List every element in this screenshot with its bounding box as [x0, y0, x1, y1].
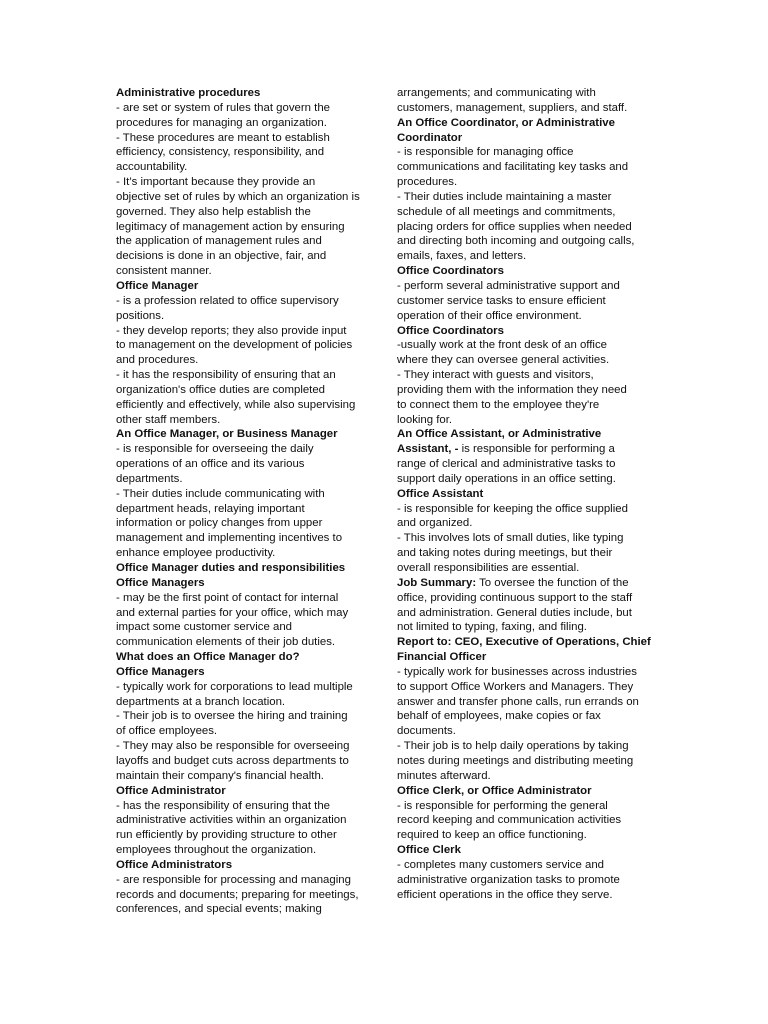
- text-line: [116, 160, 378, 175]
- line-text: is responsible for performing a: [458, 443, 615, 456]
- line-text: department heads, relaying important: [116, 502, 305, 515]
- line-text: notes during meetings and distributing meeting: [397, 754, 634, 767]
- text-line: [116, 220, 378, 235]
- line-text: layoffs and budget cuts across departments to: [116, 754, 349, 767]
- line-text: enhance employee productivity.: [116, 547, 276, 560]
- text-line: [397, 234, 659, 249]
- section-heading: [116, 561, 378, 576]
- text-line: [397, 472, 659, 487]
- bold-text: Office Manager: [116, 279, 199, 292]
- line-text: impact some customer service and: [116, 621, 292, 634]
- text-line: [397, 754, 659, 769]
- text-line: [397, 145, 659, 160]
- text-line: [397, 368, 659, 383]
- line-text: looking for.: [397, 413, 453, 426]
- line-text: required to keep an office functioning.: [397, 829, 587, 842]
- text-line: [116, 902, 378, 917]
- section-heading: [397, 650, 659, 665]
- line-text: not limited to typing, faxing, and filing.: [397, 621, 587, 634]
- text-line: [397, 309, 659, 324]
- section-heading: [397, 635, 659, 650]
- section-heading: [116, 650, 378, 665]
- text-line: [397, 561, 659, 576]
- line-text: office, providing continuous support to the staff: [397, 591, 633, 604]
- line-text: information or policy changes from upper: [116, 517, 323, 530]
- text-line: [397, 338, 659, 353]
- text-line: [116, 249, 378, 264]
- line-text: employees throughout the organization.: [116, 844, 317, 857]
- line-text: run efficiently by providing structure to other: [116, 829, 337, 842]
- line-text: - it has the responsibility of ensuring that an: [116, 369, 336, 382]
- section-heading: [116, 86, 378, 101]
- text-line: [116, 264, 378, 279]
- text-line: [116, 546, 378, 561]
- text-line: [116, 145, 378, 160]
- text-line: [397, 249, 659, 264]
- line-text: - Their duties include communicating with: [116, 487, 325, 500]
- text-line: [397, 160, 659, 175]
- text-line: [116, 309, 378, 324]
- line-text: providing them with the information they need: [397, 383, 627, 396]
- line-text: - is responsible for performing the general: [397, 799, 608, 812]
- text-line: [116, 338, 378, 353]
- section-heading: [397, 116, 659, 131]
- line-text: organization's office duties are completed: [116, 383, 326, 396]
- line-text: where they can oversee general activities.: [397, 354, 610, 367]
- line-text: - perform several administrative support and: [397, 279, 620, 292]
- text-line: [116, 680, 378, 695]
- line-text: customers, management, suppliers, and staff.: [397, 101, 628, 114]
- text-line: [116, 531, 378, 546]
- text-line: [116, 695, 378, 710]
- line-text: - are set or system of rules that govern the: [116, 101, 330, 114]
- bold-text: Office Administrator: [116, 784, 226, 797]
- text-line: [397, 442, 659, 457]
- bold-text: Office Manager duties and responsibilities: [116, 562, 346, 574]
- text-line: [397, 175, 659, 190]
- line-text: - is a profession related to office supervisory: [116, 294, 339, 307]
- line-text: objective set of rules by which an organization is: [116, 190, 360, 203]
- line-text: - are responsible for processing and managing: [116, 873, 351, 886]
- text-line: [397, 101, 659, 116]
- text-line: [116, 457, 378, 472]
- text-line: [116, 398, 378, 413]
- text-line: [116, 739, 378, 754]
- line-text: to support Office Workers and Managers. They: [397, 680, 634, 693]
- text-line: [116, 724, 378, 739]
- line-text: records and documents; preparing for meetings,: [116, 888, 359, 901]
- text-line: [397, 413, 659, 428]
- bold-text: Office Managers: [116, 576, 205, 589]
- bold-text: An Office Coordinator, or Administrative: [397, 116, 615, 129]
- line-text: efficiency, consistency, responsibility, and: [116, 146, 325, 159]
- text-line: [397, 190, 659, 205]
- line-text: - is responsible for keeping the office supplied: [397, 502, 628, 515]
- text-line: [116, 190, 378, 205]
- text-line: [116, 873, 378, 888]
- line-text: arrangements; and communicating with: [397, 87, 596, 99]
- section-heading: [397, 131, 659, 146]
- line-text: - They may also be responsible for overseeing: [116, 740, 350, 753]
- text-line: [397, 620, 659, 635]
- text-line: [397, 769, 659, 784]
- text-line: [397, 799, 659, 814]
- text-line: [116, 754, 378, 769]
- text-line: [116, 813, 378, 828]
- text-line: [397, 695, 659, 710]
- bold-text: Assistant, -: [397, 443, 459, 456]
- text-line: [397, 813, 659, 828]
- line-text: -usually work at the front desk of an office: [397, 339, 607, 352]
- bold-text: Office Assistant: [397, 487, 484, 500]
- text-line: [116, 131, 378, 146]
- section-heading: [397, 264, 659, 279]
- line-text: - It’s important because they provide an: [116, 176, 316, 189]
- line-text: - They interact with guests and visitors,: [397, 369, 594, 382]
- section-heading: [116, 427, 378, 442]
- text-line: [116, 205, 378, 220]
- line-text: emails, faxes, and letters.: [397, 250, 527, 263]
- text-line: [116, 472, 378, 487]
- text-line: [397, 383, 659, 398]
- section-heading: [116, 279, 378, 294]
- bold-text: Office Coordinators: [397, 265, 504, 278]
- text-line: [397, 828, 659, 843]
- text-line: [397, 294, 659, 309]
- text-line: [397, 86, 659, 101]
- text-line: [397, 665, 659, 680]
- text-line: [397, 888, 659, 903]
- line-text: and taking notes during meetings, but their: [397, 547, 613, 560]
- right-column: [397, 86, 659, 902]
- bold-text: Job Summary:: [397, 576, 477, 589]
- text-line: [116, 620, 378, 635]
- text-line: [116, 502, 378, 517]
- line-text: customer service tasks to ensure efficient: [397, 294, 606, 307]
- text-line: [397, 398, 659, 413]
- line-text: - Their job is to oversee the hiring and training: [116, 710, 348, 723]
- line-text: - These procedures are meant to establish: [116, 131, 330, 144]
- line-text: - may be the first point of contact for internal: [116, 591, 339, 604]
- line-text: - is responsible for managing office: [397, 146, 574, 159]
- bold-text: Office Clerk, or Office Administrator: [397, 784, 592, 797]
- bold-text: Financial Officer: [397, 651, 487, 664]
- line-text: support daily operations in an office setting.: [397, 472, 616, 485]
- text-line: [397, 279, 659, 294]
- line-text: record keeping and communication activities: [397, 814, 622, 827]
- line-text: overall responsibilities are essential.: [397, 562, 580, 574]
- line-text: and external parties for your office, which may: [116, 606, 349, 619]
- bold-text: Report to: CEO, Executive of Operations, Chief: [397, 636, 651, 649]
- text-line: [397, 858, 659, 873]
- text-line: [116, 591, 378, 606]
- line-text: and directing both incoming and outgoing calls,: [397, 235, 635, 248]
- line-text: - typically work for businesses across industries: [397, 665, 637, 678]
- line-text: communications and facilitating key tasks and: [397, 161, 629, 174]
- line-text: of office employees.: [116, 725, 218, 738]
- line-text: departments.: [116, 472, 183, 485]
- text-line: [116, 709, 378, 724]
- left-column: [116, 86, 378, 917]
- line-text: communication elements of their job duties.: [116, 636, 336, 649]
- line-text: consistent manner.: [116, 265, 212, 278]
- text-line: [116, 413, 378, 428]
- line-text: procedures for managing an organization.: [116, 116, 327, 129]
- bold-text: Office Administrators: [116, 858, 233, 871]
- text-line: [116, 843, 378, 858]
- line-text: efficient operations in the office they serve.: [397, 888, 613, 901]
- text-line: [397, 606, 659, 621]
- text-line: [397, 680, 659, 695]
- line-text: - Their job is to help daily operations by taking: [397, 740, 629, 753]
- line-text: other staff members.: [116, 413, 221, 426]
- line-text: minutes afterward.: [397, 769, 491, 782]
- text-line: [116, 799, 378, 814]
- line-text: operation of their office environment.: [397, 309, 582, 322]
- bold-text: Administrative procedures: [116, 87, 261, 99]
- text-line: [397, 457, 659, 472]
- line-text: to connect them to the employee they're: [397, 398, 600, 411]
- line-text: legitimacy of management action by ensuring: [116, 220, 345, 233]
- bold-text: Coordinator: [397, 131, 463, 144]
- line-text: - they develop reports; they also provide input: [116, 324, 347, 337]
- bold-text: Office Clerk: [397, 844, 461, 857]
- text-line: [116, 516, 378, 531]
- line-text: - This involves lots of small duties, like typing: [397, 532, 624, 545]
- text-line: [397, 205, 659, 220]
- text-line: [116, 635, 378, 650]
- text-line: [116, 324, 378, 339]
- bold-text: An Office Assistant, or Administrative: [397, 428, 602, 441]
- section-heading: [397, 427, 659, 442]
- line-text: management and implementing incentives to: [116, 532, 343, 545]
- line-text: conferences, and special events; making: [116, 903, 322, 916]
- bold-text: What does an Office Manager do?: [116, 651, 300, 664]
- text-line: [397, 502, 659, 517]
- line-text: schedule of all meetings and commitments,: [397, 205, 616, 218]
- text-line: [397, 353, 659, 368]
- line-text: documents.: [397, 725, 456, 738]
- line-text: governed. They also help establish the: [116, 205, 311, 218]
- text-line: [116, 101, 378, 116]
- text-line: [397, 220, 659, 235]
- line-text: procedures.: [397, 176, 458, 189]
- line-text: the application of management rules and: [116, 235, 322, 248]
- text-line: [116, 116, 378, 131]
- section-heading: [116, 665, 378, 680]
- line-text: - is responsible for overseeing the daily: [116, 443, 314, 456]
- text-line: [397, 739, 659, 754]
- line-text: maintain their company's financial health.: [116, 769, 324, 782]
- text-line: [397, 724, 659, 739]
- section-heading: [116, 858, 378, 873]
- line-text: to management on the development of policies: [116, 339, 353, 352]
- line-text: and organized.: [397, 517, 473, 530]
- text-line: [116, 888, 378, 903]
- text-line: [397, 546, 659, 561]
- line-text: efficiently and effectively, while also supervising: [116, 398, 356, 411]
- text-line: [397, 516, 659, 531]
- bold-text: Office Managers: [116, 665, 205, 678]
- line-text: and procedures.: [116, 354, 199, 367]
- line-text: positions.: [116, 309, 165, 322]
- text-line: [397, 576, 659, 591]
- text-line: [116, 828, 378, 843]
- line-text: - Their duties include maintaining a master: [397, 190, 612, 203]
- line-text: To oversee the function of the: [476, 576, 629, 589]
- line-text: accountability.: [116, 161, 188, 174]
- text-line: [397, 591, 659, 606]
- text-line: [116, 606, 378, 621]
- section-heading: [397, 324, 659, 339]
- line-text: operations of an office and its various: [116, 458, 305, 471]
- text-line: [116, 383, 378, 398]
- line-text: decisions is done in an objective, fair, and: [116, 250, 327, 263]
- line-text: - completes many customers service and: [397, 858, 605, 871]
- text-line: [397, 531, 659, 546]
- line-text: - typically work for corporations to lead multiple: [116, 680, 353, 693]
- text-line: [116, 294, 378, 309]
- line-text: behalf of employees, make copies or fax: [397, 710, 601, 723]
- text-line: [116, 234, 378, 249]
- line-text: - has the responsibility of ensuring that the: [116, 799, 331, 812]
- text-line: [397, 709, 659, 724]
- section-heading: [116, 576, 378, 591]
- text-line: [116, 769, 378, 784]
- section-heading: [397, 784, 659, 799]
- line-text: departments at a branch location.: [116, 695, 286, 708]
- line-text: range of clerical and administrative tasks to: [397, 458, 616, 471]
- text-line: [116, 442, 378, 457]
- section-heading: [116, 784, 378, 799]
- text-line: [116, 175, 378, 190]
- text-line: [116, 487, 378, 502]
- bold-text: Office Coordinators: [397, 324, 504, 337]
- line-text: answer and transfer phone calls, run errands on: [397, 695, 639, 708]
- line-text: administrative organization tasks to promote: [397, 873, 620, 886]
- section-heading: [397, 843, 659, 858]
- line-text: placing orders for office supplies when needed: [397, 220, 632, 233]
- text-line: [397, 873, 659, 888]
- line-text: administrative activities within an organization: [116, 814, 347, 827]
- text-line: [116, 353, 378, 368]
- text-line: [116, 368, 378, 383]
- section-heading: [397, 487, 659, 502]
- line-text: and administration. General duties include, but: [397, 606, 632, 619]
- bold-text: An Office Manager, or Business Manager: [116, 428, 338, 441]
